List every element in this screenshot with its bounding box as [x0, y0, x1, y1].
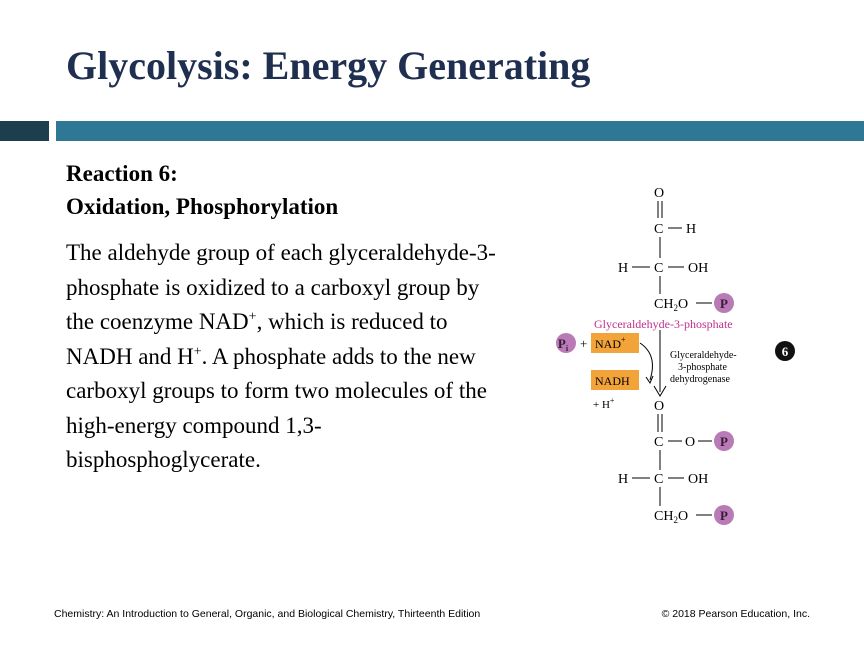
reaction-number: Reaction 6: [66, 161, 178, 186]
description-part-2: , which is reduced to NADH and H [66, 309, 448, 369]
svg-text:3-phosphate: 3-phosphate [678, 362, 727, 373]
atom-oh-product: OH [688, 472, 709, 487]
reaction-description [66, 236, 506, 478]
substrate-name: Glyceraldehyde-3-phosphate [594, 317, 733, 331]
phosphate-label-1: P [720, 434, 728, 449]
atom-h-aldehyde: H [686, 222, 697, 237]
atom-c2-product: C [654, 472, 664, 487]
atom-c1-product: C [654, 435, 664, 450]
h-superscript: + [193, 343, 202, 359]
plus-sign: + [580, 336, 588, 351]
atom-h-left: H [618, 261, 629, 276]
cofactors [556, 333, 639, 411]
reaction-arrow [640, 330, 666, 396]
nadh-label: NADH [595, 374, 630, 388]
footer-book-title: Chemistry: An Introduction to General, Organic, and Biological Chemistry, Thirteenth Edition [54, 608, 481, 620]
atom-o-ester: O [685, 435, 696, 450]
title-accent-bar-dark [0, 121, 49, 141]
footer-copyright: © 2018 Pearson Education, Inc. [661, 608, 810, 620]
ch2o-group-product: $CH_2O$ [654, 509, 689, 525]
inorganic-phosphate-label: $P_i$ [557, 336, 569, 353]
phosphate-label-2: P [720, 508, 728, 523]
svg-text:Glyceraldehyde-: Glyceraldehyde- [670, 350, 737, 361]
svg-text:dehydrogenase: dehydrogenase [670, 374, 730, 385]
atom-o-product: O [654, 399, 665, 414]
nad-label: NAD+ [595, 335, 626, 351]
reaction-type: Oxidation, Phosphorylation [66, 194, 339, 219]
slide-title: Glycolysis: Energy Generating [66, 43, 591, 88]
reaction-6-diagram [550, 180, 810, 530]
reaction-heading [66, 157, 338, 223]
step-number: 6 [781, 344, 789, 359]
description-part-1: The aldehyde group of each glyceraldehyde-3-phosphate is oxidized to a carboxyl group by the coenzyme NAD [66, 240, 496, 334]
atom-h-left-product: H [618, 472, 629, 487]
h-plus-label: + H+ [593, 396, 615, 411]
atom-oh: OH [688, 261, 709, 276]
ch2o-group: $CH_2O$ [654, 297, 689, 313]
title-accent-bar [56, 121, 864, 141]
atom-c2: C [654, 261, 664, 276]
product-structure [618, 399, 734, 525]
atom-c1: C [654, 222, 664, 237]
substrate-structure [618, 186, 734, 313]
enzyme-name [670, 350, 737, 385]
atom-o-top: O [654, 186, 665, 201]
phosphate-label: P [720, 296, 728, 311]
description-part-3: . A phosphate adds to the new carboxyl groups to form two molecules of the high-energy compound 1,3-bisphosphoglycerate. [66, 343, 487, 472]
nad-superscript: + [248, 309, 257, 325]
